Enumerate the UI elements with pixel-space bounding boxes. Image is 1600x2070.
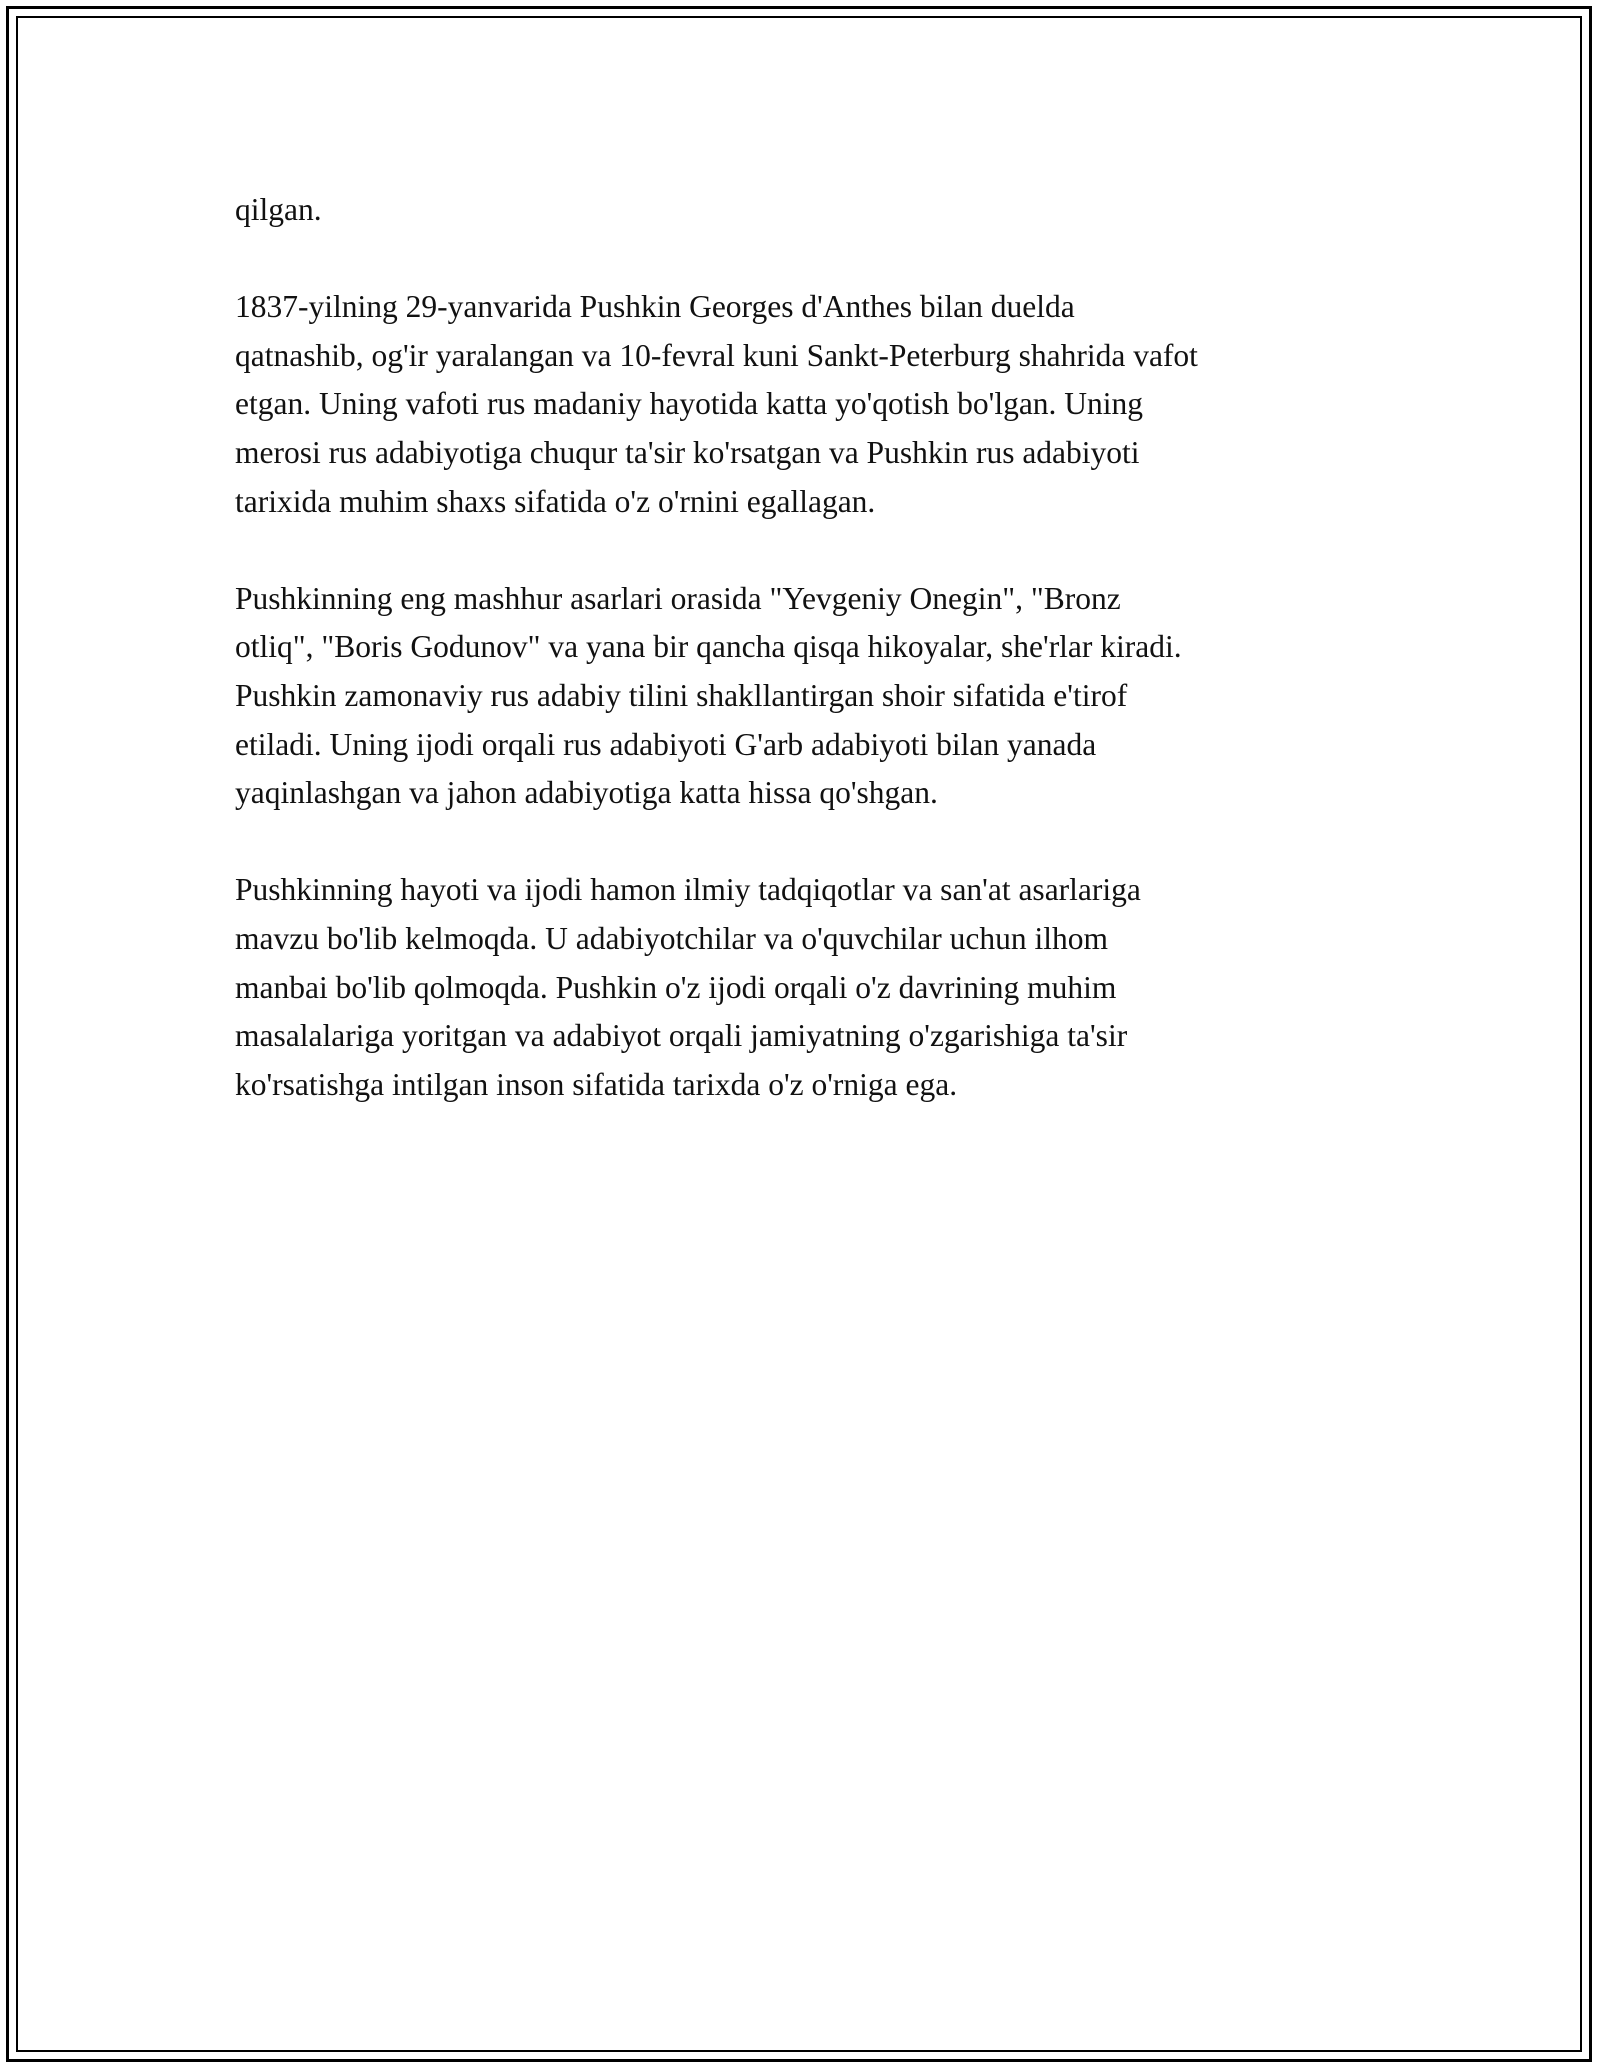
document-body [235,186,1385,1158]
paragraph-continuation: qilgan. [235,192,322,227]
paragraph-death: 1837-yilning 29-yanvarida Pushkin Georges d'Anthes bilan duelda qatnashib, og'ir yaralangan va 10-fevral kuni Sankt-Peterburg shahrida vafot etgan. Uning vafoti rus madaniy hayotida katta yo'qotish bo'lgan. Uning merosi rus adabiyotiga chuqur ta'sir ko'rsatgan va Pushkin rus adabiyoti tarixida muhim shaxs sifatida o'z o'rnini egallagan. [235,289,1198,519]
paragraph-works: Pushkinning eng mashhur asarlari orasida "Yevgeniy Onegin", "Bronz otliq", "Boris Godunov" va yana bir qancha qisqa hikoyalar, she'rlar kiradi. Pushkin zamonaviy rus adabiy tilini shakllantirgan shoir sifatida e'tirof etiladi. Uning ijodi orqali rus adabiyoti G'arb adabiyoti bilan yanada yaqinlashgan va jahon adabiyotiga katta hissa qo'shgan. [235,580,1182,811]
paragraph-legacy: Pushkinning hayoti va ijodi hamon ilmiy tadqiqotlar va san'at asarlariga mavzu bo'lib kelmoqda. U adabiyotchilar va o'quvchilar uchun ilhom manbai bo'lib qolmoqda. Pushkin o'z ijodi orqali o'z davrining muhim masalalariga yoritgan va adabiyot orqali jamiyatning o'zgarishiga ta'sir ko'rsatishga intilgan inson sifatida tarixda o'z o'rniga ega. [235,872,1141,1102]
